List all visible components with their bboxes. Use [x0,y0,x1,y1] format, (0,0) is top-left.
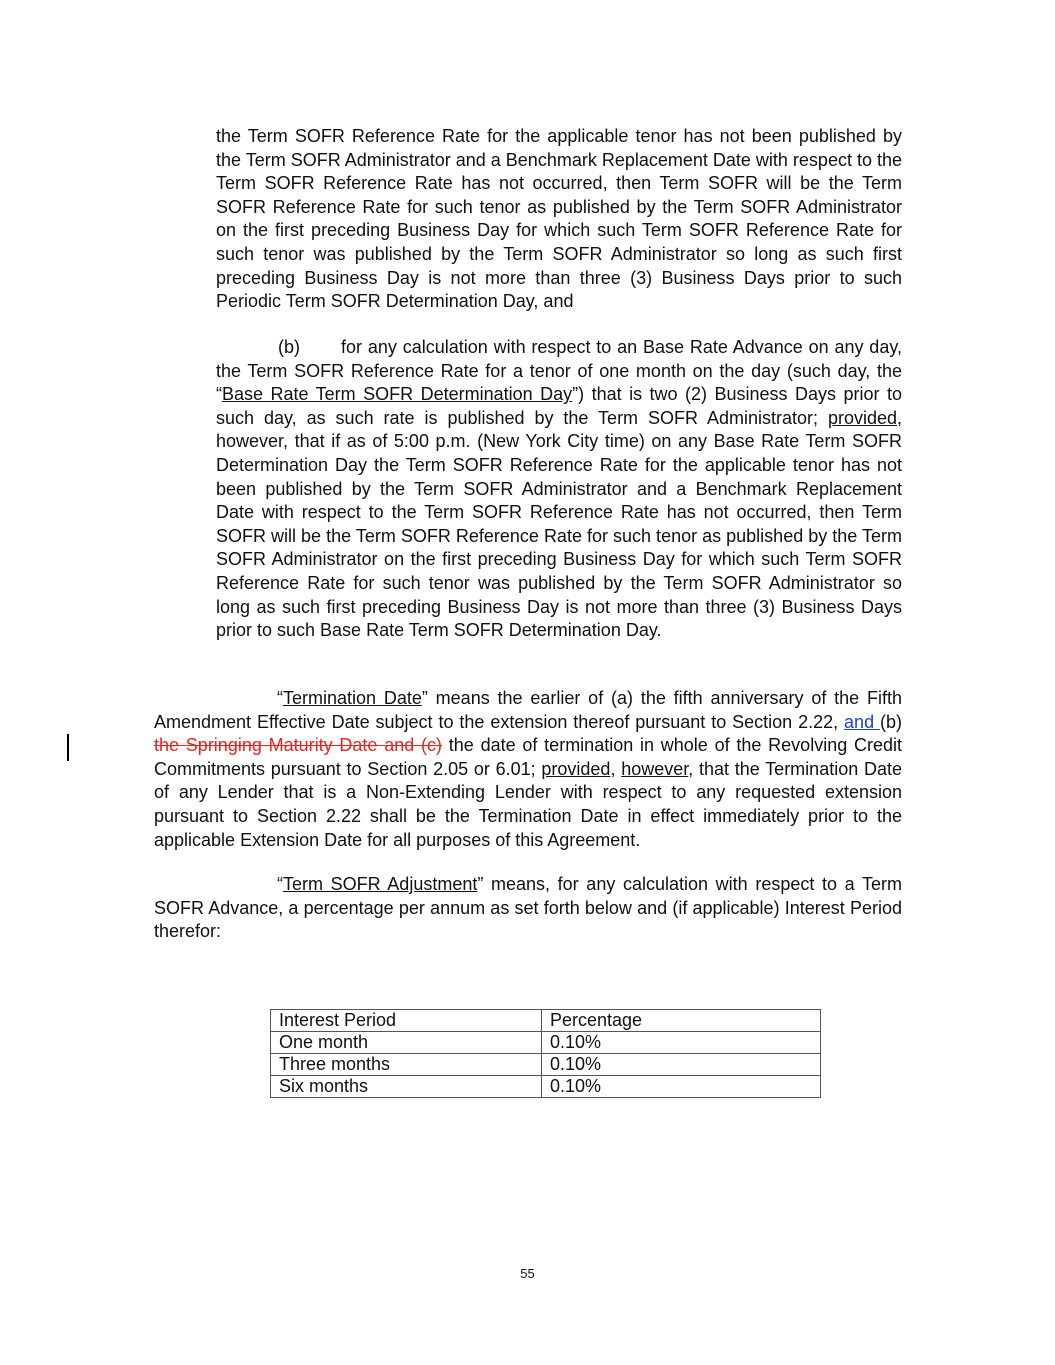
clause-b-paragraph [216,336,902,643]
termination-date-text-4: , that the Termination Date of any Lender that is a Non-Extending Lender with respect to any requested extension pursuant to Section 2.22 shall be the Termination Date in effect immediately prior to the applicable Extension Date for all purposes of this Agreement. [154,758,902,850]
table-cell-period: Six months [271,1076,542,1098]
table-row [271,1032,821,1054]
defined-term-base-rate-term-sofr-determination-day: Base Rate Term SOFR Determination Day [222,384,573,405]
inserted-text: and [844,711,880,732]
table-row [271,1054,821,1076]
page-number: 55 [520,1266,535,1281]
termination-date-definition [154,687,902,852]
termination-date-open-quote: “ [277,688,283,708]
table-header-percentage: Percentage [542,1010,821,1032]
table-cell-percentage: 0.10% [542,1032,821,1054]
table-cell-percentage: 0.10% [542,1054,821,1076]
table-cell-percentage: 0.10% [542,1076,821,1098]
table-cell-period: One month [271,1032,542,1054]
table-cell-period: Three months [271,1054,542,1076]
defined-term-term-sofr-adjustment: Term SOFR Adjustment [283,874,478,894]
table-header-interest-period: Interest Period [271,1010,542,1032]
however-term: however [621,758,689,779]
carryover-paragraph: the Term SOFR Reference Rate for the applicable tenor has not been published by the Term SOFR Administrator and a Benchmark Replacement Date with respect to the Term SOFR Reference Rate has not occurred, then Term SOFR will be the Term SOFR Reference Rate for such tenor as published by the Term SOFR Administrator on the first preceding Business Day for which such Term SOFR Reference Rate for such tenor was published by the Term SOFR Administrator so long as such first preceding Business Day is not more than three (3) Business Days prior to such Periodic Term SOFR Determination Day, and [216,126,902,312]
termination-date-text-3: the date of termination in whole of the Revolving Credit Commitments pursuant to Section 2.05 or 6.01; [154,735,903,779]
provided-term: provided [541,758,611,779]
term-sofr-adjustment-open-quote: “ [277,874,283,894]
clause-b-text-3: , however, that if as of 5:00 p.m. (New York City time) on any Base Rate Term SOFR Determination Day the Term SOFR Reference Rate for the applicable tenor has not been published by the Term SOFR Administrator and a Benchmark Replacement Date with respect to the Term SOFR Reference Rate has not occurred, then Term SOFR will be the Term SOFR Reference Rate for such tenor as published by the Term SOFR Administrator on the first preceding Business Day for which such Term SOFR Reference Rate for such tenor was published by the Term SOFR Administrator so long as such first preceding Business Day is not more than three (3) Business Days prior to such Base Rate Term SOFR Determination Day. [216,407,902,641]
termination-date-comma: , [610,758,622,779]
term-sofr-adjustment-definition [154,873,902,944]
clause-b-label: (b) [278,337,300,357]
termination-date-text-1: ” means the earlier of (a) the fifth anniversary of the Fifth Amendment Effective Date subject to the extension thereof pursuant to Section 2.22, [154,688,902,732]
table-row [271,1076,821,1098]
revision-change-bar [67,734,69,761]
table-header-row [271,1010,821,1032]
defined-term-termination-date: Termination Date [283,688,422,708]
deleted-text: the Springing Maturity Date and (c) [154,735,443,756]
term-sofr-adjustment-text: ” means, for any calculation with respect to a Term SOFR Advance, a percentage per annum as set forth below and (if applicable) Interest Period therefor: [154,874,902,942]
clause-b-text-2: ”) that is two (2) Business Days prior to such day, as such rate is published by the Term SOFR Administrator; [216,384,902,428]
clause-b-text-1: for any calculation with respect to an Base Rate Advance on any day, the Term SOFR Reference Rate for a tenor of one month on the day (such day, the “ [216,337,902,405]
provided-term: provided [827,407,897,428]
term-sofr-adjustment-table [270,1009,821,1098]
termination-date-text-2: (b) [880,711,902,732]
